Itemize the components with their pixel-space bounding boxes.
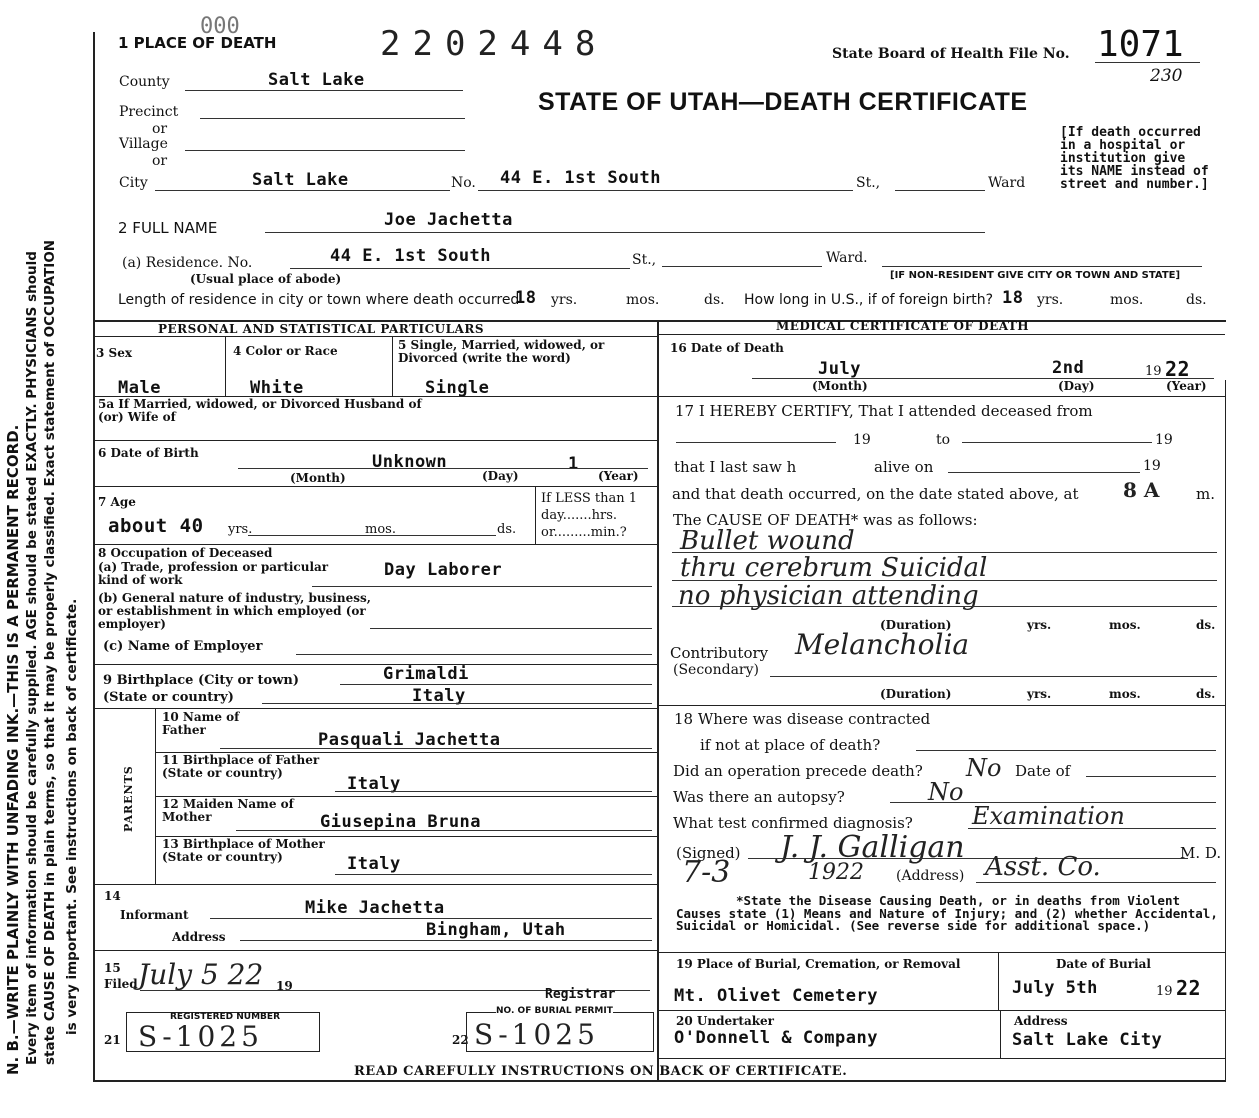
- test-label: What test confirmed diagnosis?: [673, 814, 913, 832]
- contrib-duration: (Duration): [880, 687, 952, 701]
- us-residence-value: 18: [1002, 288, 1024, 308]
- or-1: or: [152, 121, 168, 137]
- birthplace-state-label: (State or country): [103, 690, 234, 705]
- place-of-death-label: 1 PLACE OF DEATH: [118, 34, 277, 52]
- burial-permit-n22: 22: [452, 1033, 469, 1047]
- undertaker-value: O'Donnell & Company: [674, 1028, 878, 1048]
- file-label: State Board of Health File No.: [832, 46, 1070, 62]
- age-label: 7 Age: [98, 495, 136, 509]
- employer-label: (c) Name of Employer: [103, 639, 263, 654]
- us-yrs: yrs.: [1037, 292, 1064, 308]
- contrib-yrs: yrs.: [1027, 687, 1052, 701]
- burial-date-label: Date of Burial: [1056, 957, 1151, 971]
- stamp-number: 2202448: [380, 24, 608, 64]
- length-yrs: yrs.: [551, 292, 578, 308]
- death-year-caption: (Year): [1166, 379, 1207, 393]
- footer-instructions: READ CAREFULLY INSTRUCTIONS ON BACK OF CERTIFICATE.: [354, 1064, 848, 1079]
- sign-date: 7-3: [682, 855, 731, 890]
- county-label: County: [119, 74, 170, 90]
- operation-value: No: [966, 754, 1002, 782]
- birthplace-label: 9 Birthplace (City or town): [103, 673, 300, 688]
- frame-right: [1225, 380, 1226, 1080]
- occupation-a-label: (a) Trade, profession or particular kind of work: [98, 560, 329, 587]
- birthplace-country: Italy: [412, 686, 466, 706]
- length-ds: ds.: [704, 292, 725, 308]
- certify-19b: 19: [1155, 432, 1173, 448]
- st-label: St.,: [856, 175, 881, 191]
- occurred-label: and that death occurred, on the date stated above, at: [672, 485, 1079, 503]
- cause-footnote: *State the Disease Causing Death, or in deaths from Violent Causes state (1) Means and Nature of Injury; and (2) whether Accidental, Suicidal or Homicidal. (See reverse side for additional space.): [676, 893, 1218, 933]
- mother-birthplace-label: 13 Birthplace of Mother (State or country): [162, 837, 325, 864]
- father-value: Pasquali Jachetta: [318, 730, 501, 750]
- contributory-label: Contributory: [670, 644, 769, 662]
- cause-ds: ds.: [1196, 618, 1216, 632]
- death-month-caption: (Month): [812, 379, 868, 393]
- sex-label: 3 Sex: [96, 346, 132, 360]
- father-birthplace: Italy: [347, 774, 401, 794]
- signed-label: (Signed): [676, 844, 741, 862]
- frame-left: [93, 32, 95, 1080]
- cause-label: The CAUSE OF DEATH* was as follows:: [673, 511, 978, 529]
- dob-value: Unknown: [372, 452, 448, 472]
- death-day-caption: (Day): [1058, 379, 1095, 393]
- personal-heading: PERSONAL AND STATISTICAL PARTICULARS: [158, 322, 485, 336]
- registrar-label: Registrar: [545, 987, 616, 1002]
- father-birthplace-label: 11 Birthplace of Father (State or country): [162, 753, 320, 780]
- street-no-label: No.: [451, 175, 476, 191]
- full-name-label: 2 FULL NAME: [118, 219, 218, 237]
- cause-mos: mos.: [1109, 618, 1141, 632]
- city-value: Salt Lake: [252, 170, 349, 190]
- village-label: Village: [119, 136, 168, 152]
- death-time-m: m.: [1196, 485, 1215, 503]
- length-mos: mos.: [626, 292, 660, 308]
- length-residence-label: Length of residence in city or town where death occurred: [118, 292, 520, 308]
- secondary-label: (Secondary): [673, 662, 759, 678]
- age-value: about 40: [108, 515, 204, 537]
- death-month: July: [818, 359, 861, 379]
- informant-address-label: Address: [172, 930, 226, 944]
- informant-label: Informant: [120, 908, 189, 922]
- contrib-mos: mos.: [1109, 687, 1141, 701]
- sex-value: Male: [118, 378, 161, 398]
- date-of-death-label: 16 Date of Death: [670, 341, 784, 355]
- death-year-prefix: 19: [1145, 364, 1162, 379]
- occupation-b-label: (b) General nature of industry, business, or establishment in which employed (or employer): [98, 591, 371, 631]
- dob-label: 6 Date of Birth: [98, 446, 199, 460]
- residence-st: St.,: [632, 252, 657, 268]
- registered-n21: 21: [104, 1033, 121, 1047]
- frame-bottom: [93, 1080, 1226, 1082]
- burial-year: 22: [1176, 976, 1202, 1000]
- sign-address-label: (Address): [896, 868, 965, 884]
- burial-place-label: 19 Place of Burial, Cremation, or Removal: [676, 957, 961, 971]
- mother-value: Giusepina Bruna: [320, 812, 482, 832]
- undertaker-address-label: Address: [1014, 1014, 1068, 1028]
- less-than-day: If LESS than 1 day.......hrs. or.........min.?: [541, 491, 638, 540]
- us-residence-label: How long in U.S., if of foreign birth?: [744, 292, 993, 308]
- dob-day-caption: (Day): [482, 469, 519, 483]
- length-residence-value: 18: [515, 288, 537, 308]
- cause-line-1: Bullet wound: [680, 526, 855, 556]
- spouse-label: 5a If Married, widowed, or Divorced Husband of (or) Wife of: [98, 397, 422, 424]
- death-time: 8 A: [1123, 478, 1160, 502]
- nonresident-note: [IF NON-RESIDENT GIVE CITY OR TOWN AND STATE]: [890, 270, 1181, 281]
- color-value: White: [250, 378, 304, 398]
- city-label: City: [119, 175, 148, 191]
- burial-permit-label: NO. OF BURIAL PERMIT: [496, 1006, 613, 1016]
- marital-label: 5 Single, Married, widowed, or Divorced (write the word): [398, 338, 605, 365]
- informant-value: Mike Jachetta: [305, 898, 445, 918]
- undertaker-label: 20 Undertaker: [676, 1014, 775, 1028]
- margin-note-3: state CAUSE OF DEATH in plain terms, so that it may be properly classified. Exact statement of OCCUPATION: [42, 239, 58, 1065]
- margin-note-1: N. B.—WRITE PLAINLY WITH UNFADING INK.—THIS IS A PERMANENT RECORD.: [4, 424, 22, 1075]
- filed-date: July 5 22: [138, 958, 264, 991]
- residence-value: 44 E. 1st South: [330, 246, 492, 266]
- ward-label: Ward: [988, 175, 1026, 191]
- dob-year-caption: (Year): [598, 469, 639, 483]
- test-value: Examination: [972, 802, 1125, 830]
- age-yrs: yrs.: [228, 522, 253, 537]
- mother-birthplace: Italy: [347, 854, 401, 874]
- file-sub-number: 230: [1150, 66, 1183, 86]
- burial-date-value: July 5th: [1012, 978, 1098, 998]
- street-value: 44 E. 1st South: [500, 168, 662, 188]
- operation-date-label: Date of: [1015, 762, 1071, 780]
- occupation-label: 8 Occupation of Deceased: [98, 546, 273, 560]
- age-mos: mos.: [365, 522, 396, 537]
- marital-value: Single: [425, 378, 490, 398]
- burial-place-value: Mt. Olivet Cemetery: [674, 986, 878, 1006]
- color-label: 4 Color or Race: [233, 344, 338, 358]
- registered-number-label: REGISTERED NUMBER: [170, 1012, 280, 1022]
- informant-address: Bingham, Utah: [426, 920, 566, 940]
- burial-19: 19: [1156, 984, 1173, 999]
- age-ds: ds.: [497, 522, 517, 537]
- medical-heading: MEDICAL CERTIFICATE OF DEATH: [776, 319, 1030, 333]
- certify-to: to: [936, 432, 951, 448]
- signer-signature: J. J. Galligan: [780, 830, 965, 865]
- cause-duration: (Duration): [880, 618, 952, 632]
- filed-label: Filed: [104, 977, 138, 991]
- last-saw-19: 19: [1143, 458, 1161, 474]
- father-label: 10 Name of Father: [162, 710, 240, 737]
- not-place-label: if not at place of death?: [700, 736, 881, 754]
- residence-ward: Ward.: [826, 250, 868, 266]
- certify-line: 17 I HEREBY CERTIFY, That I attended deceased from: [675, 402, 1093, 420]
- dob-day: 1: [568, 454, 579, 474]
- hospital-note: [If death occurred in a hospital or institution give its NAME instead of street and number.]: [1060, 125, 1209, 192]
- birthplace-city: Grimaldi: [383, 664, 469, 684]
- death-day: 2nd: [1052, 358, 1085, 378]
- cause-line-3: no physician attending: [678, 581, 979, 611]
- usual-abode: (Usual place of abode): [190, 272, 342, 286]
- dob-month-caption: (Month): [290, 471, 346, 485]
- margin-note-2: Every item of information should be carefully supplied. AGE should be stated EXACTLY. PHYSICIANS should: [24, 251, 40, 1065]
- file-number: 1071: [1097, 24, 1184, 65]
- contributory-value: Melancholia: [795, 628, 970, 661]
- parents-label: PARENTS: [122, 765, 135, 832]
- occupation-value: Day Laborer: [384, 560, 503, 580]
- cause-yrs: yrs.: [1027, 618, 1052, 632]
- contrib-ds: ds.: [1196, 687, 1216, 701]
- registered-number-value: S-1025: [138, 1020, 263, 1053]
- certificate-title: STATE OF UTAH—DEATH CERTIFICATE: [538, 88, 1028, 116]
- mother-label: 12 Maiden Name of Mother: [162, 797, 294, 824]
- informant-number: 14: [104, 889, 121, 903]
- certify-19a: 19: [853, 432, 871, 448]
- operation-label: Did an operation precede death?: [673, 762, 923, 780]
- county-value: Salt Lake: [268, 70, 365, 90]
- last-saw-label: that I last saw h: [674, 458, 797, 476]
- precinct-label: Precinct: [119, 104, 179, 120]
- sign-year: 1922: [808, 860, 864, 885]
- cause-line-2: thru cerebrum Suicidal: [680, 553, 988, 583]
- undertaker-address: Salt Lake City: [1012, 1030, 1163, 1050]
- stamp-prefix: 000: [200, 14, 240, 39]
- burial-permit-value: S-1025: [474, 1018, 599, 1051]
- margin-note-4: is very important. See instructions on back of certificate.: [64, 598, 80, 1035]
- filed-19: 19: [276, 979, 293, 993]
- us-ds: ds.: [1186, 292, 1207, 308]
- filed-number: 15: [104, 961, 121, 975]
- death-year: 22: [1165, 357, 1191, 381]
- contracted-label: 18 Where was disease contracted: [674, 710, 931, 728]
- or-2: or: [152, 153, 168, 169]
- sign-address: Asst. Co.: [985, 852, 1101, 882]
- md-label: M. D.: [1180, 844, 1222, 862]
- residence-label: (a) Residence. No.: [122, 255, 253, 271]
- us-mos: mos.: [1110, 292, 1144, 308]
- alive-on-label: alive on: [874, 458, 934, 476]
- autopsy-label: Was there an autopsy?: [673, 788, 845, 806]
- autopsy-value: No: [928, 778, 964, 806]
- full-name-value: Joe Jachetta: [384, 210, 513, 230]
